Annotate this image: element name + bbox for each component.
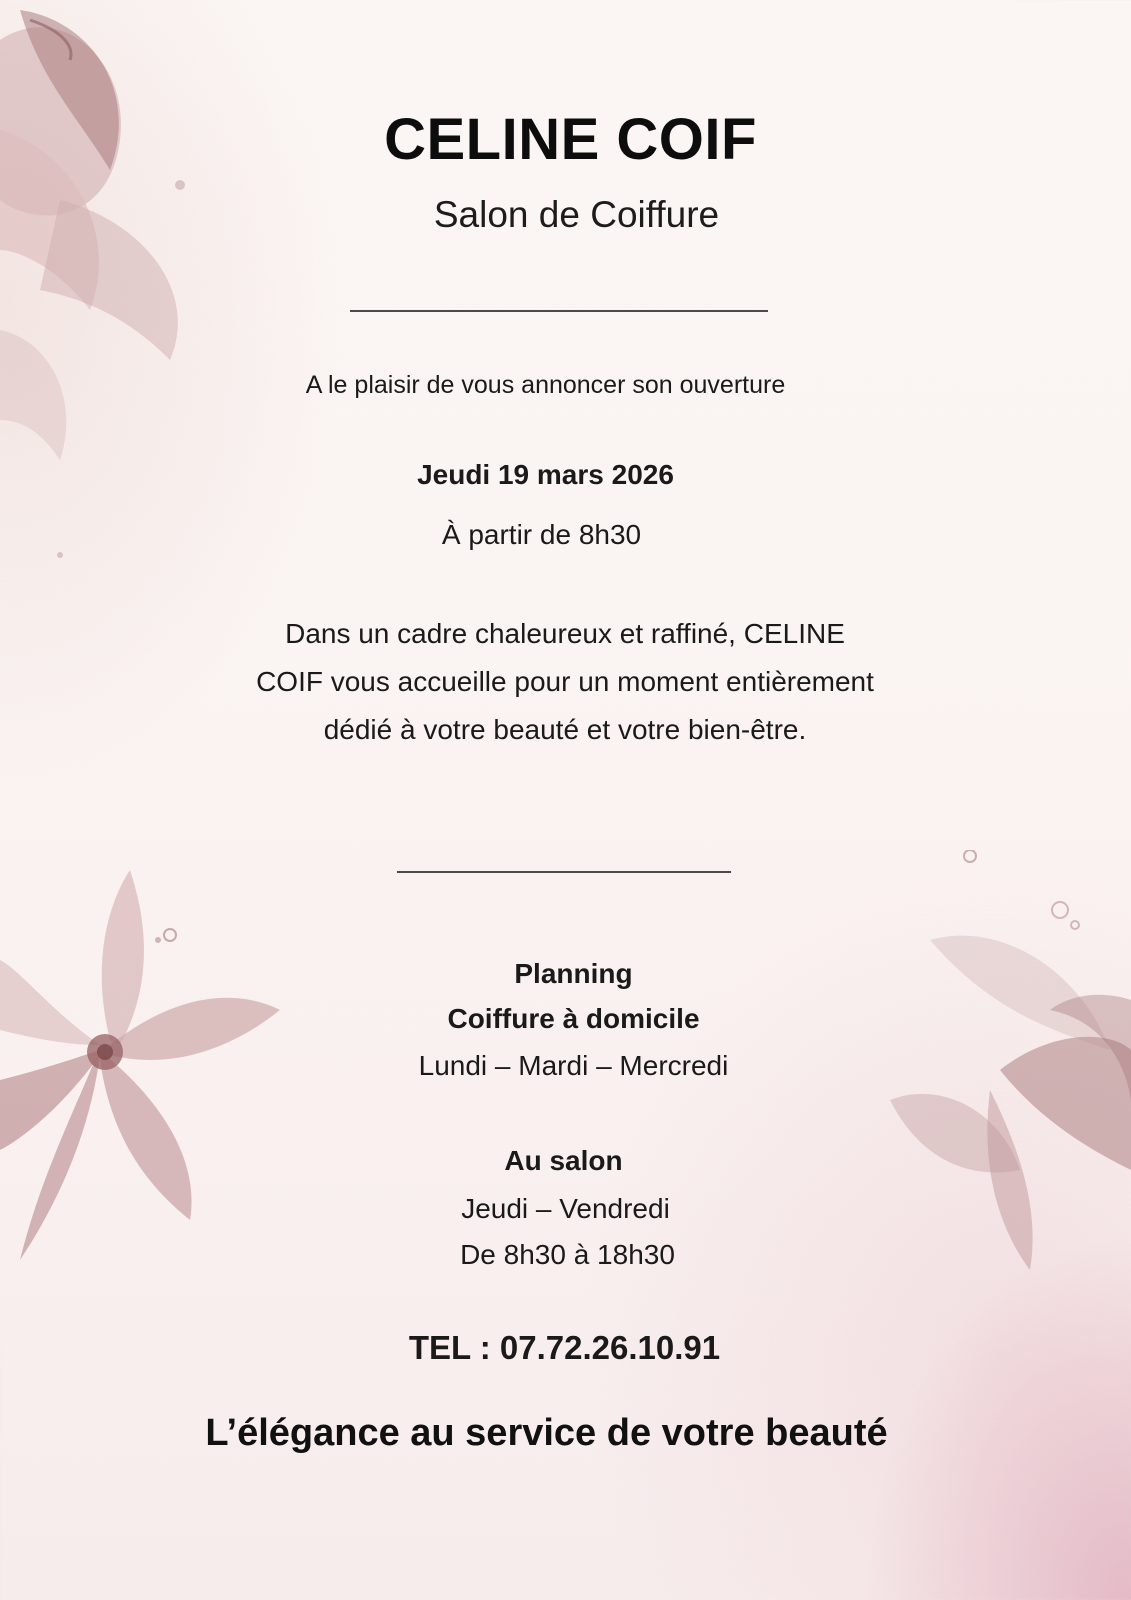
salon-heading: Au salon (504, 1145, 623, 1176)
opening-time: À partir de 8h30 (441, 519, 642, 550)
phone-number: TEL : 07.72.26.10.91 (408, 1329, 721, 1366)
home-service-heading: Coiffure à domicile (447, 1003, 700, 1034)
home-service-days: Lundi – Mardi – Mercredi (418, 1050, 729, 1081)
salon-hours: De 8h30 à 18h30 (460, 1239, 675, 1270)
planning-heading: Planning (514, 958, 633, 989)
salon-days: Jeudi – Vendredi (461, 1193, 670, 1224)
divider-top (350, 310, 768, 312)
opening-date: Jeudi 19 mars 2026 (417, 459, 674, 490)
slogan: L’élégance au service de votre beauté (205, 1412, 888, 1454)
divider-middle (397, 871, 731, 873)
salon-description: Dans un cadre chaleureux et raffiné, CELINE COIF vous accueille pour un moment entièrement dédié à votre beauté et votre bien-être. (256, 618, 874, 745)
salon-subtitle: Salon de Coiffure (433, 194, 720, 235)
opening-announcement: A le plaisir de vous annoncer son ouverture (305, 371, 786, 399)
salon-name: CELINE COIF (384, 107, 757, 172)
